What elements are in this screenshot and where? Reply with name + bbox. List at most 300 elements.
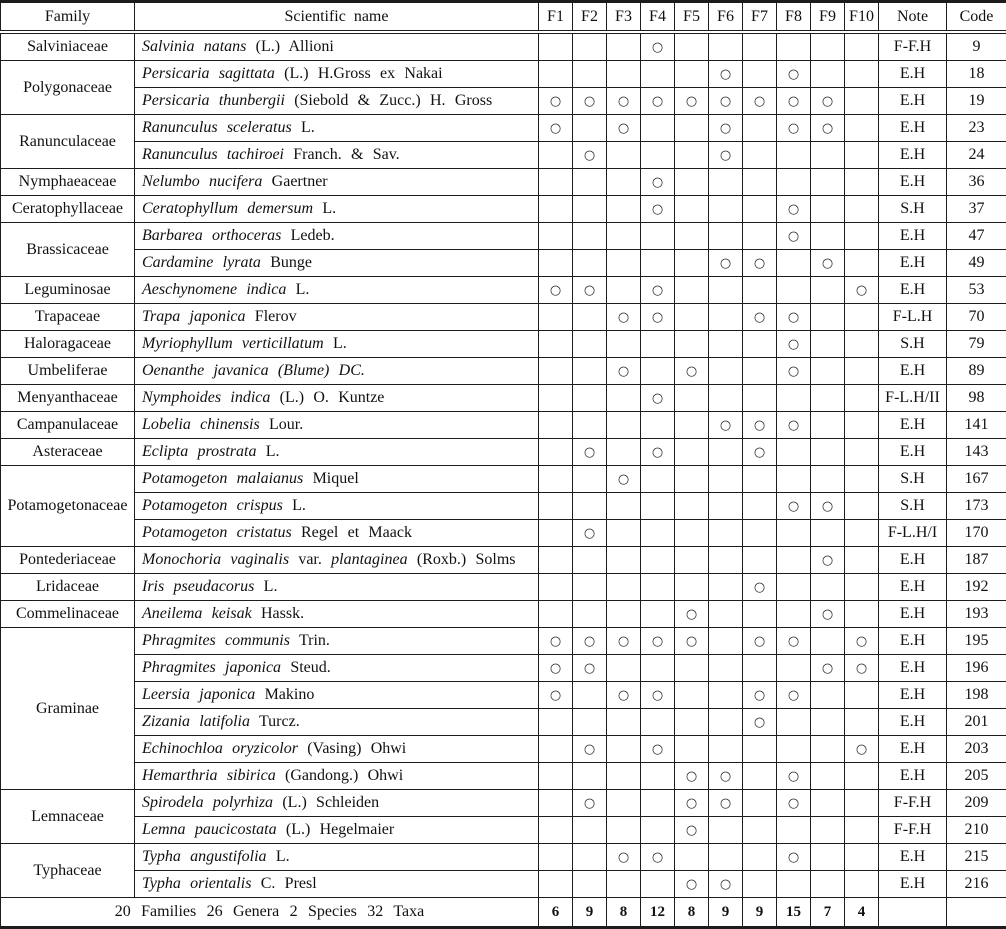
scientific-name-cell	[135, 169, 539, 196]
species-row	[1, 304, 1006, 331]
species-row	[1, 493, 1006, 520]
scientific-name-cell	[135, 574, 539, 601]
presence-circle-icon: ○	[686, 877, 697, 892]
site-mark-cell	[641, 304, 675, 331]
species-row	[1, 601, 1006, 628]
note-cell: S.H	[879, 331, 947, 358]
code-cell: 98	[947, 385, 1006, 412]
name-authority-part: L.	[296, 281, 310, 298]
code-cell: 70	[947, 304, 1006, 331]
site-mark-cell	[607, 142, 641, 169]
presence-circle-icon: ○	[686, 823, 697, 838]
name-italic-part: plantaginea	[331, 551, 407, 568]
site-mark-cell	[675, 601, 709, 628]
presence-circle-icon: ○	[788, 310, 799, 325]
note-cell: E.H	[879, 574, 947, 601]
site-mark-cell	[641, 601, 675, 628]
site-mark-cell	[845, 574, 879, 601]
table-footer	[1, 898, 1006, 928]
site-mark-cell	[743, 142, 777, 169]
name-italic-part: Salvinia natans	[142, 38, 246, 55]
name-authority-part: Miquel	[313, 470, 359, 487]
site-mark-cell	[845, 682, 879, 709]
site-mark-cell	[539, 331, 573, 358]
site-mark-cell	[743, 709, 777, 736]
site-mark-cell	[573, 32, 607, 61]
site-mark-cell	[777, 250, 811, 277]
scientific-name-cell	[135, 61, 539, 88]
site-mark-cell	[675, 439, 709, 466]
footer-code-cell	[947, 898, 1006, 928]
site-mark-cell	[743, 601, 777, 628]
name-authority-part: (Vasing) Ohwi	[307, 740, 406, 757]
site-mark-cell	[675, 628, 709, 655]
note-cell: F-L.H/II	[879, 385, 947, 412]
site-mark-cell	[709, 574, 743, 601]
site-mark-cell	[641, 844, 675, 871]
site-mark-cell	[845, 790, 879, 817]
site-mark-cell	[539, 169, 573, 196]
site-mark-cell	[607, 412, 641, 439]
presence-circle-icon: ○	[686, 796, 697, 811]
species-row	[1, 61, 1006, 88]
note-cell: F-L.H/I	[879, 520, 947, 547]
site-mark-cell	[777, 439, 811, 466]
site-mark-cell	[539, 790, 573, 817]
site-mark-cell	[845, 304, 879, 331]
site-mark-cell	[845, 628, 879, 655]
site-mark-cell	[811, 142, 845, 169]
site-mark-cell	[811, 574, 845, 601]
site-mark-cell	[641, 520, 675, 547]
name-italic-part: Oenanthe javanica (Blume) DC.	[142, 362, 365, 379]
site-mark-cell	[539, 250, 573, 277]
scientific-name-cell	[135, 277, 539, 304]
site-mark-cell	[573, 628, 607, 655]
family-cell: Asteraceae	[1, 439, 135, 466]
species-row	[1, 790, 1006, 817]
site-mark-cell	[777, 412, 811, 439]
site-mark-cell	[777, 88, 811, 115]
site-mark-cell	[573, 88, 607, 115]
scientific-name-cell	[135, 817, 539, 844]
site-mark-cell	[573, 817, 607, 844]
name-authority-part: L.	[301, 119, 315, 136]
note-cell: E.H	[879, 142, 947, 169]
site-mark-cell	[573, 142, 607, 169]
site-mark-cell	[845, 655, 879, 682]
column-header-family: Family	[1, 2, 135, 33]
presence-circle-icon: ○	[584, 796, 595, 811]
site-mark-cell	[573, 115, 607, 142]
site-mark-cell	[709, 61, 743, 88]
site-mark-cell	[811, 61, 845, 88]
name-italic-part: Lobelia chinensis	[142, 416, 260, 433]
site-mark-cell	[811, 88, 845, 115]
code-cell: 79	[947, 331, 1006, 358]
site-mark-cell	[675, 277, 709, 304]
name-italic-part: Aeschynomene indica	[142, 281, 286, 298]
name-authority-part: C. Presl	[261, 875, 317, 892]
species-row	[1, 88, 1006, 115]
site-mark-cell	[777, 574, 811, 601]
name-italic-part: Hemarthria sibirica	[142, 767, 276, 784]
site-mark-cell	[709, 223, 743, 250]
name-authority-part: var.	[298, 551, 322, 568]
family-cell: Leguminosae	[1, 277, 135, 304]
site-mark-cell	[777, 196, 811, 223]
name-italic-part: Barbarea orthoceras	[142, 227, 281, 244]
note-cell: S.H	[879, 196, 947, 223]
species-row	[1, 250, 1006, 277]
site-mark-cell	[573, 196, 607, 223]
name-authority-part: Ledeb.	[291, 227, 335, 244]
site-mark-cell	[607, 844, 641, 871]
site-mark-cell	[539, 736, 573, 763]
presence-circle-icon: ○	[584, 742, 595, 757]
presence-circle-icon: ○	[788, 67, 799, 82]
site-mark-cell	[743, 547, 777, 574]
name-italic-part: Persicaria sagittata	[142, 65, 275, 82]
site-mark-cell	[811, 817, 845, 844]
column-header-scientific-name: Scientific name	[135, 2, 539, 33]
family-cell: Brassicaceae	[1, 223, 135, 277]
species-row	[1, 223, 1006, 250]
site-mark-cell	[811, 709, 845, 736]
site-total-cell: 8	[607, 898, 641, 928]
presence-circle-icon: ○	[754, 310, 765, 325]
site-mark-cell	[641, 763, 675, 790]
column-header-note: Note	[879, 2, 947, 33]
note-cell: E.H	[879, 277, 947, 304]
family-cell: Polygonaceae	[1, 61, 135, 115]
family-cell: Haloragaceae	[1, 331, 135, 358]
presence-circle-icon: ○	[822, 94, 833, 109]
note-cell: E.H	[879, 682, 947, 709]
name-authority-part: L.	[333, 335, 347, 352]
presence-circle-icon: ○	[720, 94, 731, 109]
site-mark-cell	[675, 520, 709, 547]
name-italic-part: Echinochloa oryzicolor	[142, 740, 298, 757]
presence-circle-icon: ○	[788, 688, 799, 703]
site-mark-cell	[675, 250, 709, 277]
code-cell: 203	[947, 736, 1006, 763]
site-mark-cell	[811, 196, 845, 223]
family-cell: Pontederiaceae	[1, 547, 135, 574]
presence-circle-icon: ○	[754, 580, 765, 595]
site-mark-cell	[777, 115, 811, 142]
site-mark-cell	[641, 223, 675, 250]
site-mark-cell	[811, 736, 845, 763]
site-mark-cell	[539, 871, 573, 898]
name-authority-part: Hassk.	[261, 605, 304, 622]
site-total-cell: 15	[777, 898, 811, 928]
site-mark-cell	[675, 682, 709, 709]
site-mark-cell	[573, 547, 607, 574]
site-mark-cell	[573, 736, 607, 763]
presence-circle-icon: ○	[550, 94, 561, 109]
site-mark-cell	[573, 223, 607, 250]
site-mark-cell	[573, 466, 607, 493]
code-cell: 215	[947, 844, 1006, 871]
site-mark-cell	[811, 439, 845, 466]
site-mark-cell	[573, 385, 607, 412]
presence-circle-icon: ○	[652, 202, 663, 217]
name-authority-part: (L.) Allioni	[256, 38, 334, 55]
note-cell: E.H	[879, 61, 947, 88]
presence-circle-icon: ○	[720, 877, 731, 892]
footer-note-cell	[879, 898, 947, 928]
column-header-f8: F8	[777, 2, 811, 33]
presence-circle-icon: ○	[618, 850, 629, 865]
code-cell: 9	[947, 32, 1006, 61]
presence-circle-icon: ○	[584, 526, 595, 541]
table-body	[1, 32, 1006, 898]
site-mark-cell	[641, 466, 675, 493]
site-mark-cell	[709, 601, 743, 628]
code-cell: 201	[947, 709, 1006, 736]
site-mark-cell	[743, 358, 777, 385]
site-mark-cell	[845, 439, 879, 466]
site-mark-cell	[539, 628, 573, 655]
presence-circle-icon: ○	[754, 94, 765, 109]
site-mark-cell	[539, 196, 573, 223]
presence-circle-icon: ○	[550, 634, 561, 649]
presence-circle-icon: ○	[822, 661, 833, 676]
site-mark-cell	[709, 790, 743, 817]
presence-circle-icon: ○	[652, 94, 663, 109]
site-mark-cell	[573, 331, 607, 358]
presence-circle-icon: ○	[788, 769, 799, 784]
site-total-cell: 12	[641, 898, 675, 928]
presence-circle-icon: ○	[584, 445, 595, 460]
code-cell: 53	[947, 277, 1006, 304]
name-italic-part: Myriophyllum verticillatum	[142, 335, 324, 352]
site-mark-cell	[845, 466, 879, 493]
name-authority-part: Lour.	[269, 416, 303, 433]
site-mark-cell	[573, 61, 607, 88]
presence-circle-icon: ○	[856, 661, 867, 676]
family-cell: Nymphaeaceae	[1, 169, 135, 196]
presence-circle-icon: ○	[788, 499, 799, 514]
site-mark-cell	[709, 304, 743, 331]
site-mark-cell	[811, 331, 845, 358]
site-mark-cell	[573, 871, 607, 898]
site-mark-cell	[641, 817, 675, 844]
family-cell: Menyanthaceae	[1, 385, 135, 412]
species-row	[1, 412, 1006, 439]
name-authority-part: Steud.	[290, 659, 330, 676]
site-mark-cell	[811, 358, 845, 385]
site-mark-cell	[641, 169, 675, 196]
note-cell: E.H	[879, 628, 947, 655]
site-mark-cell	[743, 250, 777, 277]
name-italic-part: Typha orientalis	[142, 875, 251, 892]
code-cell: 19	[947, 88, 1006, 115]
presence-circle-icon: ○	[618, 310, 629, 325]
presence-circle-icon: ○	[652, 445, 663, 460]
site-mark-cell	[743, 844, 777, 871]
site-mark-cell	[777, 385, 811, 412]
site-mark-cell	[539, 61, 573, 88]
site-mark-cell	[675, 790, 709, 817]
table-header	[1, 2, 1006, 33]
presence-circle-icon: ○	[754, 688, 765, 703]
column-header-f5: F5	[675, 2, 709, 33]
site-mark-cell	[607, 547, 641, 574]
site-mark-cell	[641, 493, 675, 520]
site-mark-cell	[709, 709, 743, 736]
site-mark-cell	[573, 250, 607, 277]
family-cell: Ranunculaceae	[1, 115, 135, 169]
site-mark-cell	[641, 736, 675, 763]
scientific-name-cell	[135, 682, 539, 709]
presence-circle-icon: ○	[788, 121, 799, 136]
family-cell: Campanulaceae	[1, 412, 135, 439]
site-mark-cell	[539, 304, 573, 331]
presence-circle-icon: ○	[720, 67, 731, 82]
site-mark-cell	[845, 331, 879, 358]
species-row	[1, 682, 1006, 709]
site-mark-cell	[573, 358, 607, 385]
scientific-name-cell	[135, 331, 539, 358]
name-authority-part: (L.) O. Kuntze	[280, 389, 385, 406]
site-mark-cell	[607, 439, 641, 466]
family-cell: Ceratophyllaceae	[1, 196, 135, 223]
site-mark-cell	[811, 115, 845, 142]
site-mark-cell	[777, 277, 811, 304]
site-mark-cell	[777, 520, 811, 547]
site-mark-cell	[811, 223, 845, 250]
presence-circle-icon: ○	[686, 94, 697, 109]
presence-circle-icon: ○	[720, 121, 731, 136]
site-mark-cell	[709, 32, 743, 61]
site-mark-cell	[709, 142, 743, 169]
name-authority-part: L.	[322, 200, 336, 217]
site-mark-cell	[743, 817, 777, 844]
site-mark-cell	[811, 493, 845, 520]
site-mark-cell	[709, 736, 743, 763]
site-mark-cell	[777, 547, 811, 574]
presence-circle-icon: ○	[550, 121, 561, 136]
site-mark-cell	[743, 223, 777, 250]
site-mark-cell	[845, 88, 879, 115]
note-cell: F-L.H	[879, 304, 947, 331]
site-mark-cell	[539, 385, 573, 412]
site-mark-cell	[675, 196, 709, 223]
site-mark-cell	[743, 574, 777, 601]
site-mark-cell	[709, 520, 743, 547]
presence-circle-icon: ○	[754, 715, 765, 730]
site-mark-cell	[709, 817, 743, 844]
name-italic-part: Phragmites japonica	[142, 659, 281, 676]
note-cell: E.H	[879, 763, 947, 790]
presence-circle-icon: ○	[720, 796, 731, 811]
species-row	[1, 439, 1006, 466]
site-mark-cell	[607, 250, 641, 277]
site-mark-cell	[641, 32, 675, 61]
site-mark-cell	[641, 439, 675, 466]
name-italic-part: Monochoria vaginalis	[142, 551, 289, 568]
species-row	[1, 655, 1006, 682]
site-mark-cell	[641, 250, 675, 277]
presence-circle-icon: ○	[788, 202, 799, 217]
site-mark-cell	[845, 385, 879, 412]
scientific-name-cell	[135, 790, 539, 817]
site-mark-cell	[573, 439, 607, 466]
site-mark-cell	[709, 412, 743, 439]
site-mark-cell	[573, 709, 607, 736]
family-cell: Lridaceae	[1, 574, 135, 601]
scientific-name-cell	[135, 385, 539, 412]
code-cell: 192	[947, 574, 1006, 601]
site-mark-cell	[777, 331, 811, 358]
name-italic-part: Lemna paucicostata	[142, 821, 277, 838]
note-cell: E.H	[879, 358, 947, 385]
site-mark-cell	[709, 385, 743, 412]
site-mark-cell	[811, 871, 845, 898]
scientific-name-cell	[135, 844, 539, 871]
presence-circle-icon: ○	[618, 688, 629, 703]
family-cell: Umbeliferae	[1, 358, 135, 385]
site-mark-cell	[845, 709, 879, 736]
presence-circle-icon: ○	[720, 769, 731, 784]
site-mark-cell	[709, 358, 743, 385]
site-mark-cell	[539, 844, 573, 871]
summary-label-cell: 20 Families 26 Genera 2 Species 32 Taxa	[1, 898, 539, 928]
site-mark-cell	[539, 115, 573, 142]
name-italic-part: Leersia japonica	[142, 686, 255, 703]
presence-circle-icon: ○	[652, 850, 663, 865]
site-mark-cell	[845, 358, 879, 385]
site-mark-cell	[777, 844, 811, 871]
site-mark-cell	[607, 331, 641, 358]
site-mark-cell	[709, 115, 743, 142]
site-mark-cell	[743, 32, 777, 61]
site-mark-cell	[845, 871, 879, 898]
name-italic-part: Nelumbo nucifera	[142, 173, 262, 190]
site-mark-cell	[641, 871, 675, 898]
site-mark-cell	[675, 169, 709, 196]
species-row	[1, 763, 1006, 790]
site-mark-cell	[709, 439, 743, 466]
code-cell: 18	[947, 61, 1006, 88]
site-mark-cell	[641, 115, 675, 142]
name-italic-part: Persicaria thunbergii	[142, 92, 285, 109]
site-mark-cell	[845, 736, 879, 763]
note-cell: E.H	[879, 88, 947, 115]
site-mark-cell	[573, 682, 607, 709]
site-mark-cell	[539, 142, 573, 169]
site-mark-cell	[539, 493, 573, 520]
site-total-cell: 4	[845, 898, 879, 928]
site-total-cell: 9	[573, 898, 607, 928]
scientific-name-cell	[135, 88, 539, 115]
site-mark-cell	[743, 439, 777, 466]
site-mark-cell	[709, 277, 743, 304]
site-mark-cell	[573, 844, 607, 871]
presence-circle-icon: ○	[856, 283, 867, 298]
summary-row	[1, 898, 1006, 928]
site-mark-cell	[675, 412, 709, 439]
site-mark-cell	[539, 439, 573, 466]
site-mark-cell	[641, 88, 675, 115]
species-row	[1, 817, 1006, 844]
site-mark-cell	[777, 709, 811, 736]
presence-circle-icon: ○	[584, 94, 595, 109]
site-mark-cell	[811, 601, 845, 628]
presence-circle-icon: ○	[618, 364, 629, 379]
